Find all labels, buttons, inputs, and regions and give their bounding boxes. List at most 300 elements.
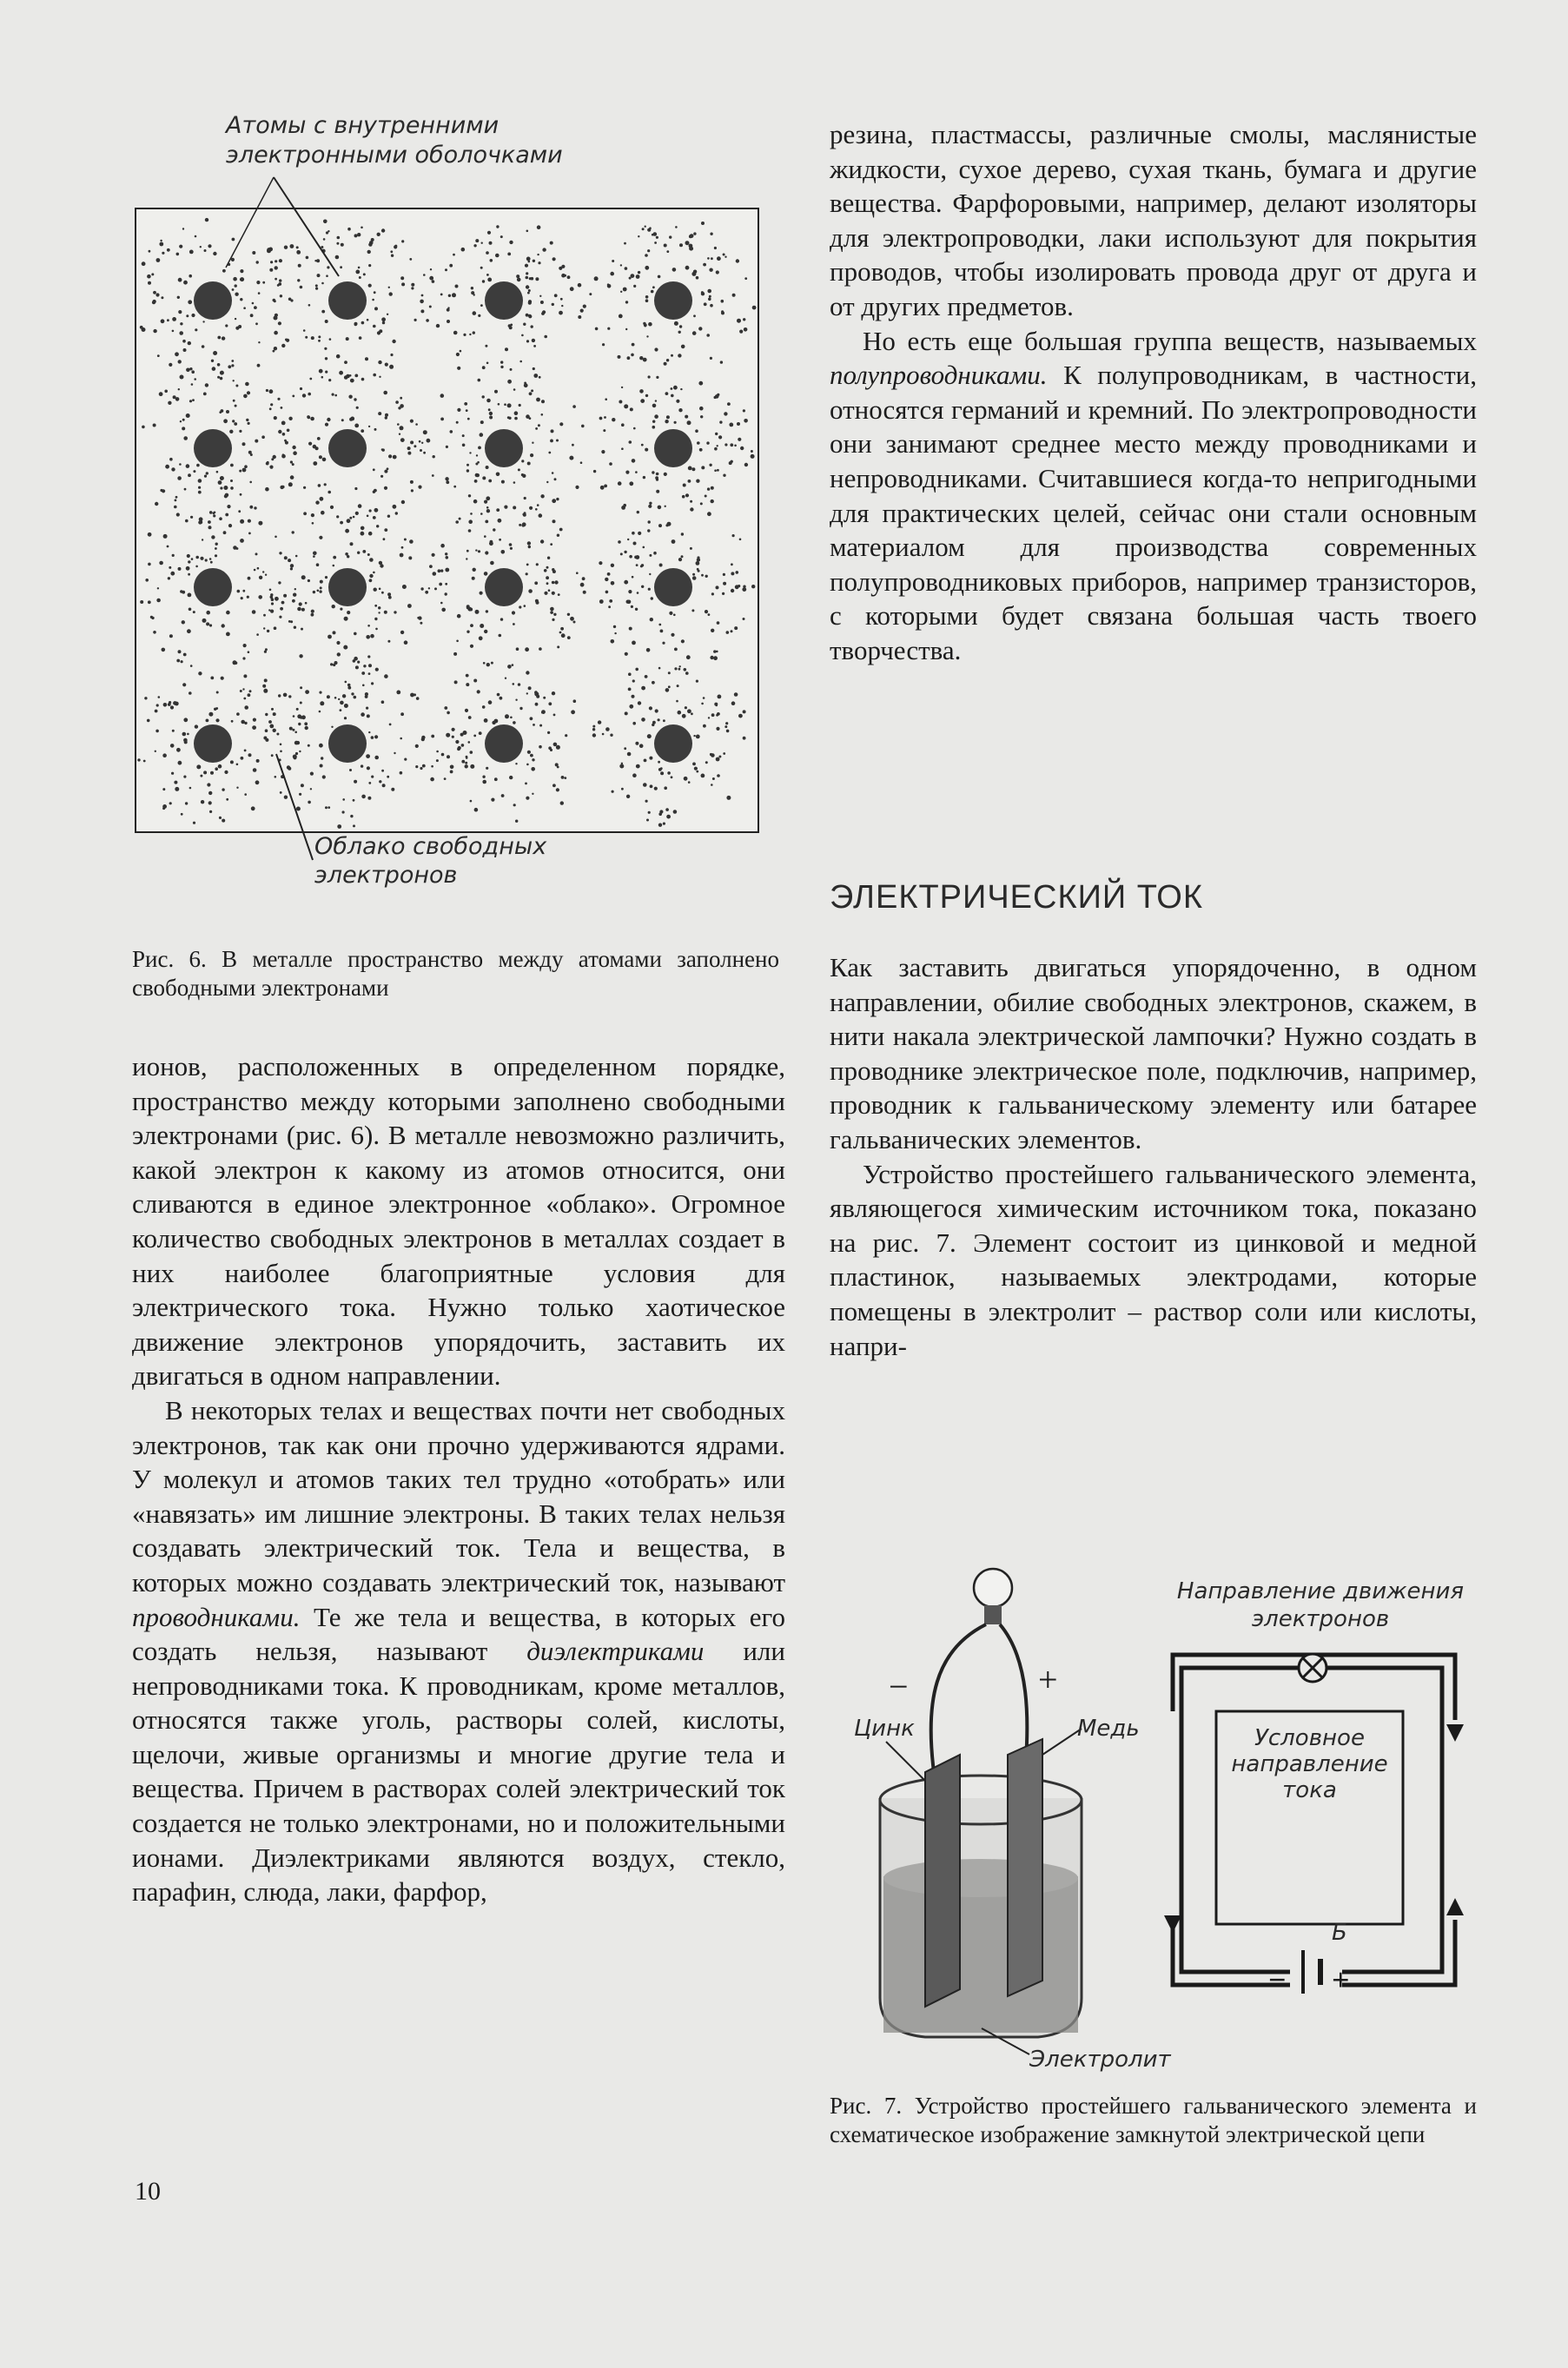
electron-dot — [476, 454, 478, 456]
electron-dot — [470, 800, 473, 803]
electron-dot — [438, 569, 441, 572]
electron-dot — [450, 765, 454, 770]
electron-dot — [461, 248, 466, 252]
electron-dot — [486, 509, 490, 513]
electron-dot — [697, 556, 699, 559]
electron-dot — [350, 379, 354, 383]
electron-dot — [673, 386, 678, 390]
electron-dot — [691, 609, 694, 612]
electron-dot — [629, 440, 632, 444]
electron-dot — [144, 697, 147, 699]
electron-dot — [400, 738, 402, 740]
electron-dot — [468, 741, 471, 744]
electron-dot — [642, 228, 645, 230]
electron-dot — [471, 291, 474, 294]
electron-dot — [718, 435, 722, 439]
electron-dot — [469, 452, 471, 453]
electron-dot — [655, 400, 657, 401]
electron-dot — [466, 469, 469, 472]
electron-dot — [361, 321, 365, 325]
electron-dot — [647, 249, 650, 252]
electron-dot — [533, 367, 535, 370]
electron-dot — [301, 608, 305, 612]
electron-dot — [612, 418, 615, 421]
electron-dot — [752, 306, 757, 310]
electron-dot — [370, 634, 374, 638]
electron-dot — [281, 421, 286, 426]
electron-dot — [664, 473, 667, 476]
electron-dot — [368, 426, 370, 427]
electron-dot — [220, 377, 223, 380]
electron-dot — [486, 663, 490, 666]
electron-dot — [478, 379, 481, 382]
electron-dot — [208, 791, 212, 795]
electron-dot — [148, 563, 151, 566]
electron-dot — [209, 511, 213, 514]
electron-dot — [367, 319, 369, 321]
electron-dot — [167, 248, 170, 252]
electron-dot — [539, 376, 541, 379]
atom — [485, 429, 523, 467]
electron-dot — [384, 486, 387, 490]
electron-dot — [327, 418, 330, 421]
electron-dot — [169, 363, 172, 367]
electron-dot — [528, 546, 531, 548]
electron-dot — [486, 610, 488, 612]
electron-dot — [714, 703, 718, 706]
electron-dot — [210, 771, 214, 775]
electron-dot — [239, 430, 241, 433]
electron-dot — [537, 504, 539, 506]
electron-dot — [450, 430, 453, 433]
electron-dot — [743, 585, 745, 588]
electron-dot — [469, 334, 471, 335]
electron-dot — [673, 810, 678, 814]
electron-dot — [185, 519, 189, 523]
electron-dot — [340, 608, 342, 611]
electron-dot — [242, 468, 247, 473]
electron-dot — [284, 796, 288, 799]
electron-dot — [681, 555, 684, 558]
electron-dot — [464, 402, 467, 406]
electron-dot — [188, 300, 192, 304]
electron-dot — [354, 398, 356, 400]
atom — [194, 568, 232, 606]
electron-dot — [488, 480, 492, 483]
electron-dot — [236, 712, 240, 716]
electron-dot — [690, 234, 694, 238]
electron-dot — [363, 273, 366, 275]
electron-dot — [717, 469, 719, 472]
electron-dot — [312, 522, 314, 525]
electron-dot — [456, 421, 459, 424]
electron-dot — [384, 611, 387, 614]
electron-dot — [402, 585, 407, 589]
electron-dot — [636, 764, 640, 769]
electron-dot — [373, 572, 375, 574]
electron-dot — [445, 583, 447, 585]
electron-dot — [308, 442, 312, 446]
electron-dot — [238, 510, 241, 513]
electron-dot — [374, 489, 377, 493]
electron-dot — [603, 429, 605, 432]
electron-dot — [365, 692, 368, 696]
electron-dot — [609, 462, 612, 466]
electron-dot — [524, 497, 526, 499]
electron-dot — [635, 608, 638, 611]
electron-dot — [208, 520, 211, 524]
electron-dot — [180, 420, 182, 422]
electron-dot — [619, 400, 622, 404]
electron-dot — [171, 772, 174, 775]
electron-dot — [323, 238, 326, 241]
electron-dot — [709, 295, 711, 298]
electron-dot — [336, 515, 339, 518]
electron-dot — [186, 566, 190, 571]
electron-dot — [515, 699, 517, 701]
electron-dot — [182, 620, 185, 624]
electron-dot — [675, 226, 678, 228]
electron-dot — [280, 744, 282, 746]
electron-dot — [409, 258, 412, 261]
electron-dot — [179, 463, 182, 466]
electron-dot — [365, 357, 368, 360]
electron-dot — [269, 466, 273, 469]
electron-dot — [354, 424, 359, 428]
electron-dot — [238, 325, 241, 328]
electron-dot — [316, 563, 320, 566]
electron-dot — [653, 232, 658, 236]
electron-dot — [539, 295, 541, 297]
electron-dot — [681, 532, 684, 535]
electron-dot — [156, 258, 161, 262]
atom — [194, 281, 232, 320]
electron-dot — [204, 249, 207, 252]
electron-dot — [676, 700, 678, 703]
atom — [328, 568, 367, 606]
electron-dot — [167, 319, 169, 321]
electron-dot — [678, 668, 681, 671]
electron-dot — [303, 512, 307, 515]
electron-dot — [632, 695, 635, 698]
electron-dot — [658, 824, 662, 827]
electron-dot — [550, 440, 553, 443]
electron-dot — [216, 471, 219, 473]
electron-dot — [726, 730, 730, 733]
electron-dot — [265, 713, 268, 716]
electron-dot — [449, 264, 453, 268]
electron-dot — [394, 752, 395, 754]
electron-dot — [696, 276, 699, 280]
electron-dot — [301, 628, 303, 631]
electron-dot — [459, 518, 461, 520]
electron-dot — [215, 547, 217, 550]
electron-dot — [529, 392, 533, 395]
electron-dot — [720, 360, 723, 363]
electron-dot — [462, 434, 465, 437]
electron-dot — [182, 732, 187, 737]
electron-dot — [475, 473, 479, 477]
electron-dot — [183, 718, 188, 722]
electron-dot — [248, 693, 251, 697]
electron-dot — [301, 784, 304, 787]
electron-dot — [421, 442, 423, 444]
electron-dot — [489, 416, 493, 420]
electron-dot — [467, 418, 470, 420]
electron-dot — [607, 283, 610, 286]
electron-dot — [283, 594, 287, 598]
electron-dot — [383, 538, 386, 540]
electron-dot — [233, 380, 235, 381]
left-p2-part-a: В некоторых телах и веществах почти нет свободных электронов, так как они прочно удерживаются ядрами. У молекул и атомов таких тел трудно «отобрать» или «навязать» им лишние электроны. В таких телах нельзя создавать электрический ток. Тела и вещества, в которых можно создавать электрический ток, называют — [132, 1394, 785, 1597]
electron-dot — [148, 532, 152, 537]
electron-dot — [674, 667, 677, 670]
electron-dot — [353, 824, 355, 827]
electron-dot — [632, 532, 635, 535]
electron-dot — [704, 302, 707, 306]
electron-dot — [547, 557, 550, 559]
electron-dot — [267, 630, 269, 632]
electron-dot — [418, 616, 421, 619]
electron-dot — [163, 534, 168, 539]
electron-dot — [228, 524, 232, 527]
electron-dot — [550, 749, 552, 751]
electron-dot — [618, 540, 621, 544]
electron-dot — [658, 667, 661, 670]
electron-dot — [550, 543, 552, 546]
electron-dot — [580, 461, 583, 464]
electron-dot — [687, 420, 691, 425]
electron-dot — [659, 564, 663, 567]
electron-dot — [482, 395, 485, 398]
electron-dot — [620, 264, 622, 266]
electron-dot — [384, 470, 387, 473]
electron-dot — [354, 322, 358, 326]
electron-dot — [429, 276, 433, 281]
electron-dot — [235, 662, 237, 665]
electron-dot — [176, 659, 180, 663]
electron-dot — [526, 764, 529, 766]
electron-dot — [691, 272, 696, 276]
electron-dot — [605, 591, 609, 594]
electron-dot — [280, 607, 283, 611]
electron-dot — [246, 419, 248, 421]
electron-dot — [521, 334, 524, 337]
electron-dot — [556, 788, 559, 791]
label-electrolyte: Электролит — [1029, 2047, 1171, 2073]
electron-dot — [639, 389, 644, 394]
electrolyte — [883, 1876, 1078, 2033]
electron-dot — [254, 506, 256, 509]
electron-dot — [235, 293, 238, 296]
electron-dot — [249, 690, 252, 692]
electron-dot — [696, 771, 698, 773]
electron-dot — [565, 734, 567, 737]
electron-dot — [341, 243, 344, 247]
electron-dot — [295, 555, 298, 558]
electron-dot — [218, 480, 222, 485]
electron-dot — [345, 552, 348, 556]
electron-dot — [242, 688, 244, 690]
electron-dot — [628, 688, 632, 691]
electron-dot — [482, 780, 486, 784]
electron-dot — [333, 631, 336, 634]
electron-dot — [685, 266, 690, 270]
battery-plus: + — [1332, 1962, 1350, 1997]
electron-dot — [263, 689, 268, 693]
electron-dot — [491, 798, 494, 802]
electron-dot — [263, 627, 265, 629]
electron-dot — [401, 282, 405, 286]
electron-dot — [220, 476, 224, 480]
electron-dot — [621, 788, 624, 790]
electron-dot — [196, 764, 201, 769]
electron-dot — [366, 754, 370, 758]
electron-dot — [701, 574, 704, 577]
electron-dot — [486, 496, 490, 500]
electron-dot — [446, 446, 448, 448]
electron-dot — [629, 627, 632, 631]
electron-dot — [191, 314, 195, 317]
electron-dot — [267, 461, 269, 464]
electron-dot — [647, 734, 652, 738]
electron-dot — [170, 705, 174, 709]
electron-dot — [632, 459, 636, 463]
electron-dot — [636, 275, 640, 279]
electron-dot — [252, 251, 255, 255]
electron-dot — [509, 543, 513, 546]
electron-dot — [524, 383, 528, 387]
electron-dot — [215, 718, 219, 722]
electron-dot — [533, 260, 535, 262]
electron-dot — [624, 242, 626, 245]
electron-dot — [415, 744, 419, 748]
electron-dot — [619, 314, 623, 319]
electron-dot — [666, 250, 669, 253]
electron-dot — [240, 690, 242, 692]
electron-dot — [526, 314, 529, 317]
electron-dot — [499, 634, 502, 638]
electron-dot — [379, 329, 382, 333]
electron-dot — [361, 227, 363, 229]
electron-dot — [306, 256, 309, 260]
electron-dot — [727, 402, 731, 406]
electron-dot — [625, 267, 628, 270]
electron-dot — [175, 352, 179, 356]
electron-dot — [153, 631, 156, 634]
electron-dot — [531, 325, 533, 327]
electron-dot — [369, 509, 372, 512]
electron-dot — [671, 354, 673, 357]
electron-dot — [713, 656, 718, 660]
electron-dot — [407, 604, 412, 608]
electron-dot — [599, 599, 604, 604]
electron-dot — [275, 597, 279, 601]
electron-dot — [714, 396, 717, 399]
electron-dot — [539, 513, 543, 518]
electron-dot — [313, 461, 317, 466]
electron-dot — [685, 415, 688, 419]
electron-dot — [182, 228, 184, 229]
electron-dot — [660, 630, 664, 633]
electron-dot — [175, 499, 177, 502]
electron-dot — [282, 433, 286, 436]
electron-dot — [243, 644, 247, 647]
electron-dot — [618, 355, 621, 359]
electron-dot — [198, 520, 202, 524]
electron-dot — [718, 695, 722, 699]
electron-dot — [646, 819, 649, 822]
electron-dot — [189, 691, 192, 695]
electron-dot — [280, 294, 282, 297]
electron-dot — [404, 758, 407, 761]
electron-dot — [637, 592, 639, 594]
electron-dot — [494, 777, 498, 781]
electron-dot — [501, 480, 505, 484]
electron-dot — [561, 305, 563, 307]
electron-dot — [697, 441, 700, 445]
electron-dot — [552, 618, 554, 621]
electron-dot — [734, 626, 738, 630]
electron-dot — [513, 721, 516, 724]
electron-dot — [176, 253, 180, 256]
electron-dot — [326, 275, 328, 277]
atom — [328, 724, 367, 763]
electron-dot — [607, 327, 610, 330]
electron-dot — [665, 420, 668, 423]
electron-dot — [284, 556, 288, 559]
electron-dot — [281, 454, 286, 459]
electron-dot — [548, 589, 551, 592]
electron-dot — [225, 324, 228, 327]
electron-dot — [512, 664, 514, 666]
electron-dot — [371, 238, 374, 241]
electron-dot — [255, 322, 258, 325]
electron-dot — [531, 767, 535, 771]
electron-dot — [512, 611, 515, 614]
electron-dot — [288, 767, 291, 771]
electron-dot — [527, 541, 531, 545]
electron-dot — [484, 535, 486, 538]
electron-dot — [357, 552, 360, 554]
electron-dot — [589, 293, 592, 295]
electron-dot — [234, 422, 237, 426]
electron-dot — [480, 267, 483, 269]
electron-dot — [515, 763, 517, 764]
battery-minus: − — [1268, 1962, 1287, 1997]
electron-dot — [290, 460, 293, 463]
electron-dot — [371, 736, 374, 739]
electron-dot — [685, 671, 689, 675]
electron-dot — [142, 261, 146, 266]
electron-dot — [421, 294, 424, 297]
electron-dot — [379, 780, 381, 783]
electron-dot — [550, 611, 553, 614]
electron-dot — [200, 246, 202, 248]
electron-dot — [354, 374, 358, 378]
electron-dot — [703, 724, 706, 728]
electron-dot — [635, 668, 638, 671]
electron-dot — [317, 274, 321, 277]
electron-dot — [189, 367, 192, 370]
electron-dot — [206, 719, 209, 723]
electron-dot — [320, 497, 324, 501]
electron-dot — [632, 722, 636, 725]
electron-dot — [559, 311, 563, 315]
electron-dot — [535, 427, 538, 430]
electron-dot — [528, 301, 532, 305]
electron-dot — [629, 277, 632, 280]
